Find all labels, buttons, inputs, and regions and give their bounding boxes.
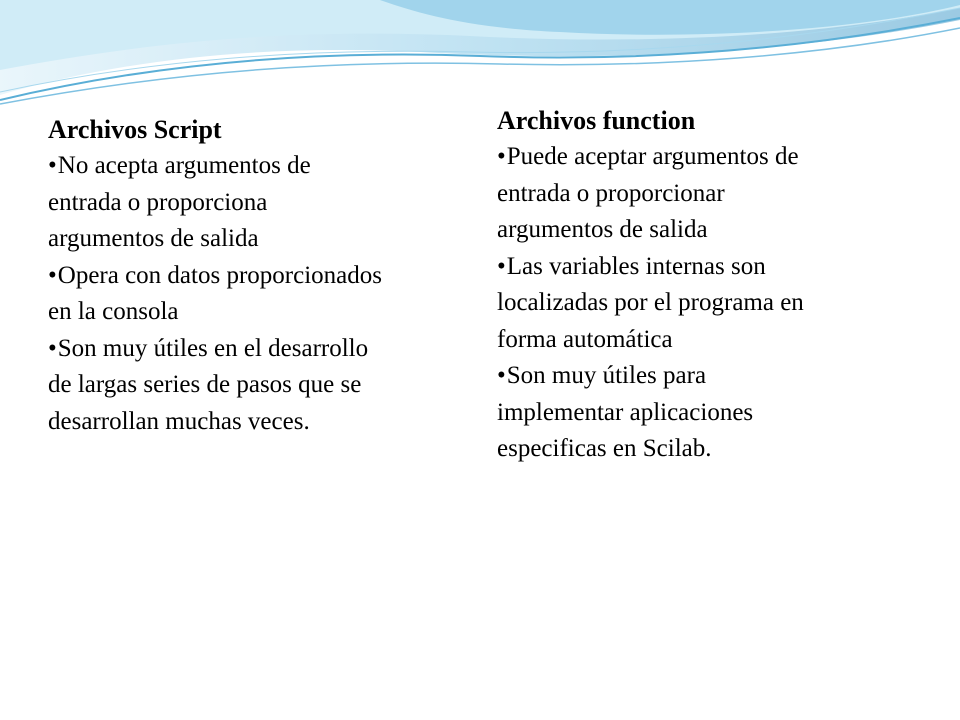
list-item: •Puede aceptar argumentos de entrada o proporcionar argumentos de salida [497,143,799,243]
left-heading: Archivos Script [48,115,222,144]
list-item: •No acepta argumentos de entrada o proporciona argumentos de salida [48,152,311,252]
bullet-icon: • [48,261,57,289]
bullet-icon: • [497,143,506,170]
bullet-icon: • [497,362,506,389]
left-column [48,112,478,440]
left-bullet-list [48,148,478,440]
right-heading: Archivos function [497,106,696,135]
list-item: •Son muy útiles en el desarrollo de largas series de pasos que se desarrollan muchas veces. [48,334,369,435]
right-bullet-list [497,139,917,468]
list-item: •Son muy útiles para implementar aplicaciones especificas en Scilab. [497,362,754,462]
right-column [497,103,917,468]
list-item: •Opera con datos proporcionados en la consola [48,261,382,325]
header-wave-decoration [0,0,960,110]
bullet-icon: • [48,152,57,179]
bullet-icon: • [48,334,57,362]
bullet-icon: • [497,252,506,280]
list-item: •Las variables internas son localizadas por el programa en forma automática [497,252,804,353]
